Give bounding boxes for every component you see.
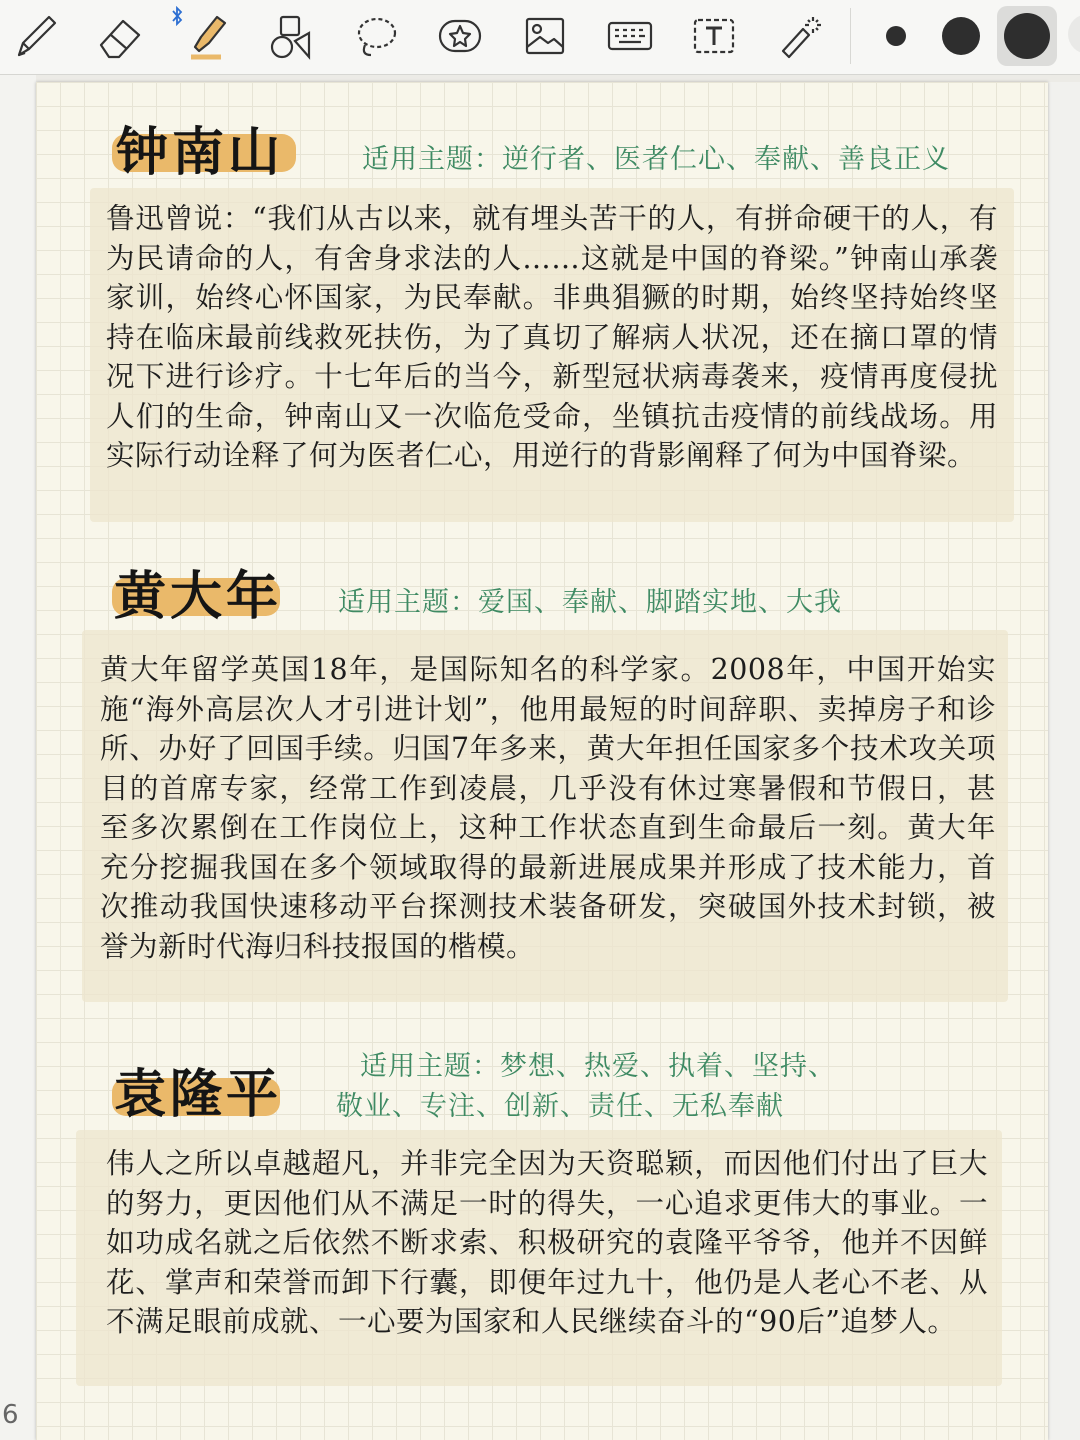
text-tool-icon[interactable]	[686, 10, 742, 62]
section-body: 伟人之所以卓越超凡，并非完全因为天资聪颖，而因他们付出了巨大的努力，更因他们从不满足一时的得失，一心追求更伟大的事业。一如功成名就之后依然不断求索、积极研究的袁隆平爷爷，他并不因鲜花、掌声和荣誉而卸下行囊，即便年过九十，他仍是人老心不老、从不满足眼前成就、一心要为国家和人民继续奋斗的“90后”追梦人。	[106, 1147, 988, 1338]
section-theme-line-1: 适用主题：梦想、热爱、执着、坚持、	[360, 1051, 836, 1082]
stroke-size-medium-button[interactable]	[942, 17, 980, 55]
color-swatch-button[interactable]	[1068, 14, 1080, 54]
page-gutter-left	[0, 75, 36, 1440]
bluetooth-icon	[170, 6, 184, 26]
section-name-yuan-longping: 袁隆平	[114, 1064, 283, 1125]
stroke-size-small-button[interactable]	[886, 26, 906, 46]
page-number: 6	[2, 1400, 19, 1430]
image-tool-icon[interactable]	[517, 10, 573, 62]
laser-pointer-tool-icon[interactable]	[772, 10, 828, 62]
highlighter-tool-icon[interactable]	[178, 10, 234, 62]
pen-tool-icon[interactable]	[8, 10, 64, 62]
sticker-tool-icon[interactable]	[432, 10, 488, 62]
eraser-tool-icon[interactable]	[92, 10, 148, 62]
section-theme: 适用主题：爱国、奉献、脚踏实地、大我	[338, 587, 842, 618]
toolbar-divider	[850, 8, 851, 64]
section-body: 鲁迅曾说：“我们从古以来，就有埋头苦干的人，有拼命硬干的人，有为民请命的人，有舍身求法的人……这就是中国的脊梁。”钟南山承袭家训，始终心怀国家，为民奉献。非典猖獗的时期，始终坚持始终坚持在临床最前线救死扶伤，为了真切了解病人状况，还在摘口罩的情况下进行诊疗。十七年后的当今，新型冠状病毒袭来，疫情再度侵扰人们的生命，钟南山又一次临危受命，坐镇抗击疫情的前线战场。用实际行动诠释了何为医者仁心，用逆行的背影阐释了何为中国脊梁。	[106, 202, 998, 472]
note-page[interactable]	[36, 82, 1048, 1440]
page-gutter-right	[1048, 82, 1080, 1440]
section-name-huang-danian: 黄大年	[114, 566, 283, 627]
section-theme-line-2: 敬业、专注、创新、责任、无私奉献	[336, 1091, 784, 1122]
drawing-toolbar	[0, 0, 1080, 75]
stroke-size-large-button[interactable]	[1004, 13, 1050, 59]
section-name-zhong-nanshan: 钟南山	[116, 122, 285, 183]
keyboard-tool-icon[interactable]	[602, 10, 658, 62]
shapes-tool-icon[interactable]	[262, 10, 318, 62]
section-body: 黄大年留学英国18年，是国际知名的科学家。2008年，中国开始实施“海外高层次人才引进计划”，他用最短的时间辞职、卖掉房子和诊所、办好了回国手续。归国7年多来，黄大年担任国家多个技术攻关项目的首席专家，经常工作到凌晨，几乎没有休过寒暑假和节假日，甚至多次累倒在工作岗位上，这种工作状态直到生命最后一刻。黄大年充分挖掘我国在多个领域取得的最新进展成果并形成了技术能力，首次推动我国快速移动平台探测技术装备研发，突破国外技术封锁，被誉为新时代海归科技报国的楷模。	[100, 653, 996, 963]
lasso-tool-icon[interactable]	[348, 10, 404, 62]
section-theme: 适用主题：逆行者、医者仁心、奉献、善良正义	[362, 144, 950, 175]
